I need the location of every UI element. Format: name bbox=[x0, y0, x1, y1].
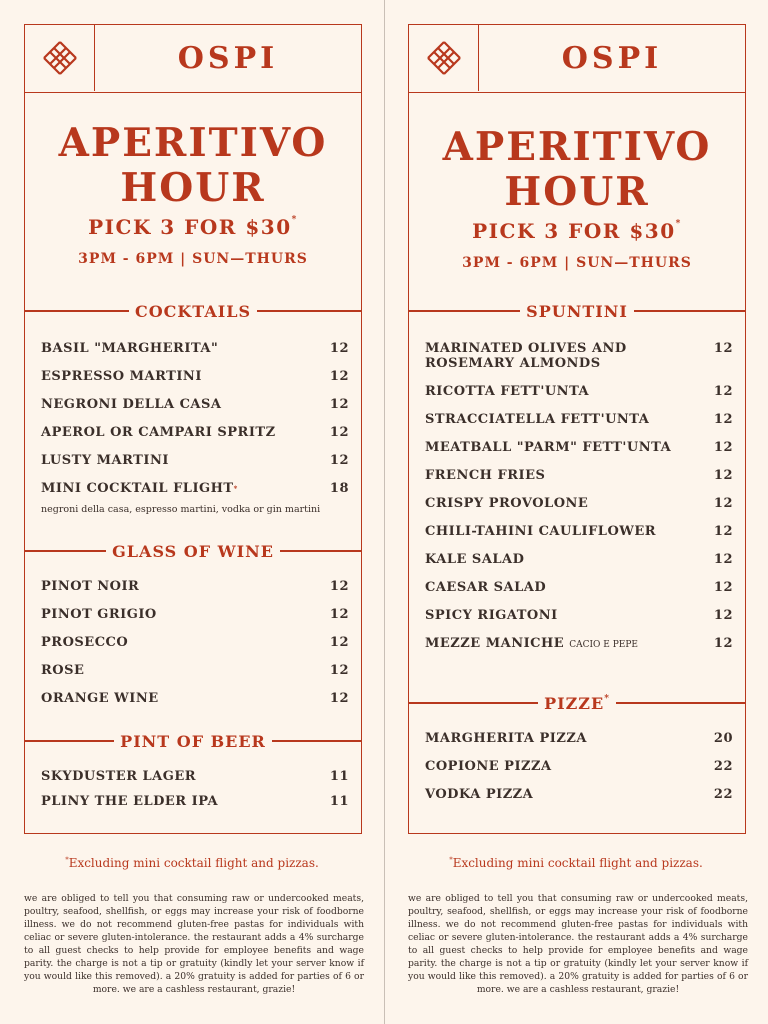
menu-item-name: BASIL "MARGHERITA" bbox=[41, 341, 219, 356]
menu-item-note: negroni della casa, espresso martini, vodka or gin martini bbox=[41, 504, 321, 515]
menu-item-name-wrap bbox=[41, 369, 202, 384]
menu-item bbox=[425, 341, 733, 371]
menu-item-price: 18 bbox=[329, 481, 349, 496]
menu-item-price: 12 bbox=[329, 453, 349, 468]
spuntini-list bbox=[425, 341, 733, 666]
menu-frame bbox=[24, 24, 362, 834]
section-heading-pizze bbox=[409, 693, 745, 713]
menu-item-price: 12 bbox=[713, 608, 733, 623]
menu-item-name-wrap bbox=[425, 496, 588, 511]
menu-item bbox=[41, 369, 349, 384]
heading-rule bbox=[25, 310, 129, 312]
menu-item-price: 12 bbox=[329, 691, 349, 706]
menu-item-name: PINOT GRIGIO bbox=[41, 607, 157, 622]
menu-item-name: CRISPY PROVOLONE bbox=[425, 496, 589, 511]
menu-item bbox=[425, 580, 733, 595]
menu-item-name-wrap bbox=[41, 635, 128, 650]
menu-item-price: 22 bbox=[713, 759, 733, 774]
menu-item bbox=[425, 552, 733, 567]
menu-item-name: ROSE bbox=[41, 663, 85, 678]
cocktail-list bbox=[41, 341, 349, 530]
menu-item-name: MEZZE MANICHE bbox=[425, 636, 565, 651]
menu-item-name-wrap bbox=[41, 397, 222, 412]
pizze-list bbox=[425, 731, 733, 815]
menu-item-name: ESPRESSO MARTINI bbox=[41, 369, 202, 384]
menu-item-name-wrap bbox=[41, 453, 169, 468]
footnote-mark: * bbox=[449, 856, 453, 864]
menu-frame bbox=[408, 24, 746, 834]
menu-item bbox=[41, 635, 349, 650]
title-line-1: APERITIVO bbox=[442, 124, 712, 170]
menu-item-price: 12 bbox=[329, 397, 349, 412]
menu-item bbox=[425, 787, 733, 802]
beer-list bbox=[41, 769, 349, 819]
menu-item bbox=[41, 607, 349, 622]
menu-item-name: FRENCH FRIES bbox=[425, 468, 546, 483]
menu-item-price: 12 bbox=[713, 496, 733, 511]
menu-item-price: 12 bbox=[713, 524, 733, 539]
menu-item-subtitle: CACIO E PEPE bbox=[569, 640, 638, 650]
menu-item bbox=[41, 397, 349, 412]
footnote-text: Excluding mini cocktail flight and pizzas. bbox=[452, 856, 703, 870]
menu-item bbox=[41, 481, 349, 517]
menu-item-price: 12 bbox=[713, 468, 733, 483]
menu-item bbox=[41, 794, 349, 809]
menu-item-name: CHILI-TAHINI CAULIFLOWER bbox=[425, 524, 657, 539]
menu-item bbox=[425, 731, 733, 746]
footnote-mark: * bbox=[65, 856, 69, 864]
menu-item-name-wrap bbox=[425, 440, 671, 455]
menu-item-price: 12 bbox=[329, 635, 349, 650]
heading-rule bbox=[616, 702, 745, 704]
heading-rule bbox=[257, 310, 361, 312]
menu-item bbox=[425, 384, 733, 399]
section-label-text: PIZZE bbox=[544, 693, 605, 713]
menu-item-name-wrap bbox=[41, 794, 218, 809]
page-title bbox=[409, 125, 745, 215]
menu-item-price: 22 bbox=[713, 787, 733, 802]
footnote bbox=[0, 856, 384, 870]
menu-item-price: 20 bbox=[713, 731, 733, 746]
menu-panel-right bbox=[384, 0, 768, 1024]
menu-item bbox=[425, 496, 733, 511]
hours-text: 3PM - 6PM | SUN—THURS bbox=[462, 255, 692, 271]
menu-item-name: CAESAR SALAD bbox=[425, 580, 547, 595]
menu-item-mark: * bbox=[233, 484, 238, 493]
menu-item-name-wrap bbox=[425, 731, 587, 746]
menu-item-name-wrap bbox=[425, 759, 552, 774]
lattice-logo-icon bbox=[424, 38, 464, 78]
menu-item-name-wrap bbox=[425, 524, 656, 539]
menu-item-name: PLINY THE ELDER IPA bbox=[41, 794, 219, 809]
promo-label: PICK 3 FOR $30 bbox=[88, 215, 292, 239]
menu-item-name: MARGHERITA PIZZA bbox=[425, 731, 587, 746]
menu-item-name: PROSECCO bbox=[41, 635, 129, 650]
menu-item-name: VODKA PIZZA bbox=[425, 787, 534, 802]
menu-item-name: SKYDUSTER LAGER bbox=[41, 769, 197, 784]
menu-item bbox=[425, 608, 733, 623]
menu-item bbox=[41, 341, 349, 356]
menu-item-name-wrap bbox=[41, 607, 157, 622]
menu-item-price: 11 bbox=[329, 769, 349, 784]
menu-item-name-wrap bbox=[425, 412, 649, 427]
menu-item bbox=[425, 440, 733, 455]
menu-item-name: SPICY RIGATONI bbox=[425, 608, 558, 623]
section-label: COCKTAILS bbox=[134, 301, 252, 321]
menu-item bbox=[425, 412, 733, 427]
promo-text bbox=[409, 219, 745, 243]
menu-item-price: 12 bbox=[713, 440, 733, 455]
menu-item-name-wrap bbox=[425, 580, 546, 595]
section-heading-cocktails bbox=[25, 301, 361, 321]
menu-item-price: 12 bbox=[329, 579, 349, 594]
title-line-1: APERITIVO bbox=[58, 120, 328, 166]
menu-item-name: NEGRONI DELLA CASA bbox=[41, 397, 222, 412]
menu-item bbox=[41, 579, 349, 594]
heading-rule bbox=[25, 740, 114, 742]
heading-rule bbox=[280, 550, 361, 552]
menu-item-name: APEROL OR CAMPARI SPRITZ bbox=[41, 425, 276, 440]
heading-rule bbox=[634, 310, 745, 312]
disclaimer: we are obliged to tell you that consuming raw or undercooked meats, poultry, seafood, shellfish, or eggs may increase your risk of foodborne illness. we do not recommend gluten-free pastas for individuals with celiac or severe gluten-intolerance. the restaurant adds a 4% surcharge to all guest checks to help provide for employee benefits and wage parity. the charge is not a tip or gratuity (kindly let your server know if you would like this removed). a 20% gratuity is added for parties of 6 or more. we are a cashless restaurant, grazie! bbox=[24, 893, 364, 995]
section-label: SPUNTINI bbox=[526, 301, 628, 321]
section-heading-spuntini bbox=[409, 301, 745, 321]
menu-item-name-wrap bbox=[425, 552, 524, 567]
menu-item-name-wrap bbox=[425, 341, 685, 371]
menu-item-name-wrap bbox=[425, 608, 558, 623]
promo-text bbox=[25, 215, 361, 239]
menu-item-name-wrap bbox=[41, 663, 84, 678]
wine-list bbox=[41, 579, 349, 719]
menu-item bbox=[41, 425, 349, 440]
menu-item bbox=[425, 468, 733, 483]
footnote-text: Excluding mini cocktail flight and pizzas. bbox=[68, 856, 319, 870]
menu-item-price: 12 bbox=[713, 384, 733, 399]
hours-text: 3PM - 6PM | SUN—THURS bbox=[78, 251, 308, 267]
menu-item-name: PINOT NOIR bbox=[41, 579, 140, 594]
menu-item-price: 12 bbox=[713, 412, 733, 427]
menu-header bbox=[25, 25, 361, 93]
heading-rule bbox=[409, 702, 538, 704]
menu-item bbox=[41, 691, 349, 706]
menu-item-name: ORANGE WINE bbox=[41, 691, 159, 706]
menu-item bbox=[425, 759, 733, 774]
title-line-2: HOUR bbox=[504, 169, 650, 215]
menu-item-price: 12 bbox=[329, 425, 349, 440]
menu-item-name-wrap bbox=[425, 384, 589, 399]
heading-rule bbox=[25, 550, 106, 552]
section-label: PINT OF BEER bbox=[120, 731, 266, 751]
section-label-mark: * bbox=[604, 693, 610, 704]
disclaimer: we are obliged to tell you that consuming raw or undercooked meats, poultry, seafood, shellfish, or eggs may increase your risk of foodborne illness. we do not recommend gluten-free pastas for individuals with celiac or severe gluten-intolerance. the restaurant adds a 4% surcharge to all guest checks to help provide for employee benefits and wage parity. the charge is not a tip or gratuity (kindly let your server know if you would like this removed). a 20% gratuity is added for parties of 6 or more. we are a cashless restaurant, grazie! bbox=[408, 893, 748, 995]
menu-item-name: STRACCIATELLA FETT'UNTA bbox=[425, 412, 650, 427]
menu-item-name: RICOTTA FETT'UNTA bbox=[425, 384, 590, 399]
page-title bbox=[25, 121, 361, 211]
menu-item-name-wrap bbox=[425, 636, 638, 653]
menu-item-price: 12 bbox=[713, 580, 733, 595]
menu-item-name-wrap bbox=[425, 787, 533, 802]
menu-item-name: LUSTY MARTINI bbox=[41, 453, 169, 468]
section-label: GLASS OF WINE bbox=[112, 541, 274, 561]
logo-box bbox=[25, 25, 95, 91]
menu-item-name: MARINATED OLIVES AND ROSEMARY ALMONDS bbox=[425, 341, 627, 371]
section-label bbox=[538, 694, 616, 713]
menu-item-price: 12 bbox=[329, 607, 349, 622]
menu-item-name: COPIONE PIZZA bbox=[425, 759, 552, 774]
menu-item-price: 12 bbox=[713, 552, 733, 567]
menu-item-price: 11 bbox=[329, 794, 349, 809]
menu-item-name-wrap bbox=[41, 769, 196, 784]
section-heading-wine bbox=[25, 541, 361, 561]
menu-item-name-wrap bbox=[41, 481, 320, 517]
menu-item-name-wrap bbox=[41, 425, 276, 440]
logo-box bbox=[409, 25, 479, 91]
menu-item-name-wrap bbox=[41, 341, 218, 356]
menu-item-name: MEATBALL "PARM" FETT'UNTA bbox=[425, 440, 672, 455]
title-line-2: HOUR bbox=[120, 165, 266, 211]
menu-item bbox=[41, 663, 349, 678]
lattice-logo-icon bbox=[40, 38, 80, 78]
heading-rule bbox=[272, 740, 361, 742]
menu-item-price: 12 bbox=[713, 341, 733, 356]
section-heading-beer bbox=[25, 731, 361, 751]
menu-item-name-wrap bbox=[425, 468, 545, 483]
promo-mark: * bbox=[675, 219, 682, 229]
menu-item-name-wrap bbox=[41, 691, 159, 706]
menu-item-name-wrap bbox=[41, 579, 139, 594]
brand-name: OSPI bbox=[177, 40, 279, 76]
menu-item-name: MINI COCKTAIL FLIGHT bbox=[41, 481, 234, 496]
menu-item-price: 12 bbox=[329, 369, 349, 384]
menu-item bbox=[425, 524, 733, 539]
menu-item bbox=[425, 636, 733, 653]
menu-item-price: 12 bbox=[329, 663, 349, 678]
menu-item-name: KALE SALAD bbox=[425, 552, 525, 567]
menu-item bbox=[41, 769, 349, 784]
brand-name: OSPI bbox=[561, 40, 663, 76]
menu-item-price: 12 bbox=[713, 636, 733, 651]
promo-label: PICK 3 FOR $30 bbox=[472, 219, 676, 243]
menu-item bbox=[41, 453, 349, 468]
promo-mark: * bbox=[291, 215, 298, 225]
footnote bbox=[384, 856, 768, 870]
menu-item-price: 12 bbox=[329, 341, 349, 356]
menu-header bbox=[409, 25, 745, 93]
heading-rule bbox=[409, 310, 520, 312]
